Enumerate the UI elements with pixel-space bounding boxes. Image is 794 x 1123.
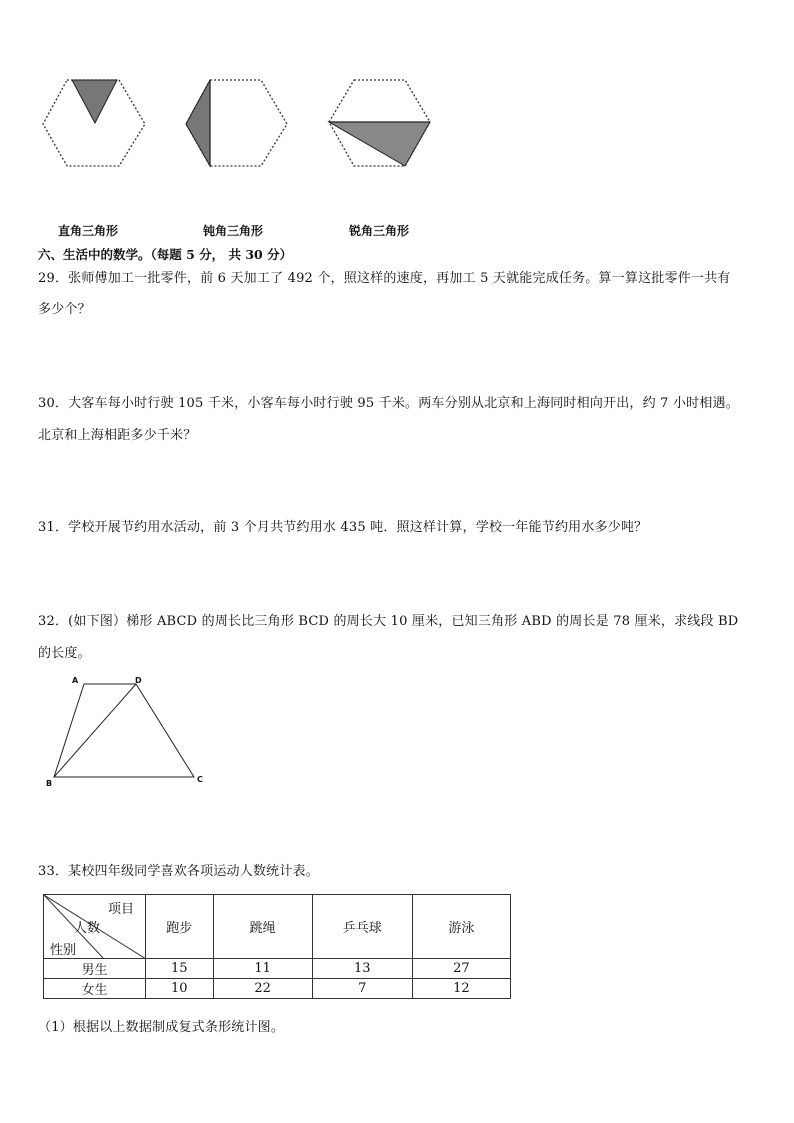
table-cell: 22 [213, 979, 312, 999]
trapezoid-diagram [40, 672, 220, 792]
question-33-sub1: （1）根据以上数据制成复式条形统计图。 [38, 1020, 285, 1035]
column-header-running: 跑步 [146, 895, 213, 959]
hexagon-label-obtuse: 钝角三角形 [203, 224, 264, 238]
hexagon-figures [0, 0, 794, 240]
corner-count-label: 人数 [74, 921, 101, 936]
column-header-rope: 跳绳 [213, 895, 312, 959]
table-cell: 15 [146, 959, 213, 979]
hexagon-label-right: 直角三角形 [58, 224, 119, 238]
question-30-line1: 30．大客车每小时行驶 105 千米，小客车每小时行驶 95 千米。两车分别从北京和上海同时相向开出，约 7 小时相遇。 [38, 396, 739, 411]
table-cell: 27 [412, 959, 510, 979]
question-30-line2: 北京和上海相距多少千米？ [38, 428, 197, 443]
table-row [44, 979, 511, 999]
table-cell: 12 [412, 979, 510, 999]
question-33-line1: 33．某校四年级同学喜欢各项运动人数统计表。 [38, 864, 319, 879]
vertex-label-d: D [135, 676, 142, 685]
hexagon-acute-triangle [329, 80, 430, 166]
sports-stats-table [43, 894, 511, 999]
question-29-line1: 29．张师傅加工一批零件，前 6 天加工了 492 个，照这样的速度，再加工 5 天就能完成任务。算一算这批零件一共有 [38, 271, 731, 286]
question-31-line1: 31．学校开展节约用水活动，前 3 个月共节约用水 435 吨．照这样计算，学校一年能节约用水多少吨？ [38, 520, 648, 535]
hexagon-label-acute: 锐角三角形 [349, 224, 410, 238]
column-header-swimming: 游泳 [412, 895, 510, 959]
question-32-line2: 的长度。 [38, 646, 91, 661]
hexagon-right-triangle [43, 80, 145, 166]
table-header-row [44, 895, 511, 959]
table-row [44, 959, 511, 979]
vertex-label-a: A [72, 676, 79, 685]
corner-gender-label: 性别 [50, 943, 77, 958]
row-label-girls: 女生 [44, 979, 146, 999]
section-title: 六、生活中的数学。（每题 5 分， 共 30 分） [38, 247, 293, 262]
table-cell: 10 [146, 979, 213, 999]
vertex-label-b: B [46, 779, 53, 788]
vertex-label-c: C [197, 775, 203, 784]
table-cell: 11 [213, 959, 312, 979]
corner-item-label: 项目 [108, 902, 135, 917]
hexagon-obtuse-triangle [186, 80, 287, 166]
column-header-pingpong: 乒乓球 [312, 895, 412, 959]
question-32-line1: 32．(如下图）梯形 ABCD 的周长比三角形 BCD 的周长大 10 厘米，已知三角形 ABD 的周长是 78 厘米，求线段 BD [38, 614, 739, 629]
row-label-boys: 男生 [44, 959, 146, 979]
question-29-line2: 多少个？ [38, 302, 91, 317]
table-cell: 13 [312, 959, 412, 979]
table-corner-cell [44, 895, 146, 959]
table-cell: 7 [312, 979, 412, 999]
